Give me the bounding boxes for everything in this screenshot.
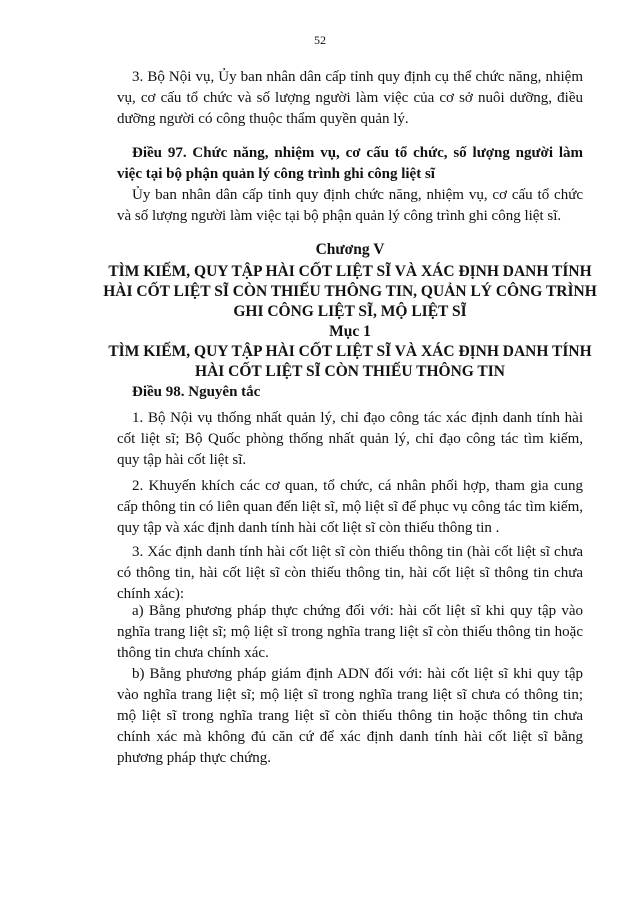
article-98-clause-3b: b) Bằng phương pháp giám định ADN đối với: hài cốt liệt sĩ khi quy tập vào nghĩa trang liệt sĩ; mộ liệt sĩ trong nghĩa trang liệt sĩ chưa có thông tin; mộ liệt sĩ trong nghĩa trang liệt sĩ còn thiếu thông tin hoặc thông tin chưa chính xác mà không đủ căn cứ để xác định danh tính hài cốt liệt sĩ bằng phương pháp thực chứng. — [117, 666, 583, 766]
paragraph-3: 3. Bộ Nội vụ, Ủy ban nhân dân cấp tỉnh quy định cụ thể chức năng, nhiệm vụ, cơ cấu tổ chức và số lượng người làm việc của cơ sở nuôi dưỡng, điều dưỡng người có công thuộc thẩm quyền quản lý. — [117, 69, 583, 127]
article-98-clause-3a: a) Bằng phương pháp thực chứng đối với: hài cốt liệt sĩ khi quy tập vào nghĩa trang liệt sĩ; mộ liệt sĩ trong nghĩa trang liệt sĩ còn thiếu thông tin hoặc thông tin chưa chính xác. — [117, 603, 583, 661]
article-98-clause-1: 1. Bộ Nội vụ thống nhất quản lý, chỉ đạo công tác xác định danh tính hài cốt liệt sĩ; Bộ Quốc phòng thống nhất quản lý, chỉ đạo công tác tìm kiếm, quy tập hài cốt liệt sĩ. — [117, 410, 583, 468]
article-97-body: Ủy ban nhân dân cấp tỉnh quy định chức năng, nhiệm vụ, cơ cấu tổ chức và số lượng người làm việc tại bộ phận quản lý công trình ghi công liệt sĩ. — [117, 187, 583, 224]
section-title: TÌM KIẾM, QUY TẬP HÀI CỐT LIỆT SĨ VÀ XÁC ĐỊNH DANH TÍNH HÀI CỐT LIỆT SĨ CÒN THIẾU THÔNG TIN — [108, 343, 592, 380]
article-98-clause-3: 3. Xác định danh tính hài cốt liệt sĩ còn thiếu thông tin (hài cốt liệt sĩ chưa có thông tin, hài cốt liệt sĩ còn thiếu thông tin, hài cốt liệt sĩ thông tin chưa chính xác): — [117, 544, 583, 602]
chapter-title: TÌM KIẾM, QUY TẬP HÀI CỐT LIỆT SĨ VÀ XÁC ĐỊNH DANH TÍNH HÀI CỐT LIỆT SĨ CÒN THIẾU THÔNG TIN, QUẢN LÝ CÔNG TRÌNH GHI CÔNG LIỆT SĨ, MỘ LIỆT SĨ — [103, 263, 597, 320]
chapter-heading: Chương V — [315, 241, 385, 258]
article-98-clause-2: 2. Khuyến khích các cơ quan, tổ chức, cá nhân phối hợp, tham gia cung cấp thông tin có liên quan đến liệt sĩ, mộ liệt sĩ để phục vụ công tác tìm kiếm, quy tập và xác định danh tính hài cốt liệt sĩ còn thiếu thông tin . — [117, 478, 583, 536]
section-heading: Mục 1 — [329, 323, 371, 340]
article-97-title: Điều 97. Chức năng, nhiệm vụ, cơ cấu tổ chức, số lượng người làm việc tại bộ phận quản lý công trình ghi công liệt sĩ — [117, 145, 583, 182]
article-98-title: Điều 98. Nguyên tắc — [132, 384, 261, 400]
page-number: 52 — [314, 33, 326, 47]
